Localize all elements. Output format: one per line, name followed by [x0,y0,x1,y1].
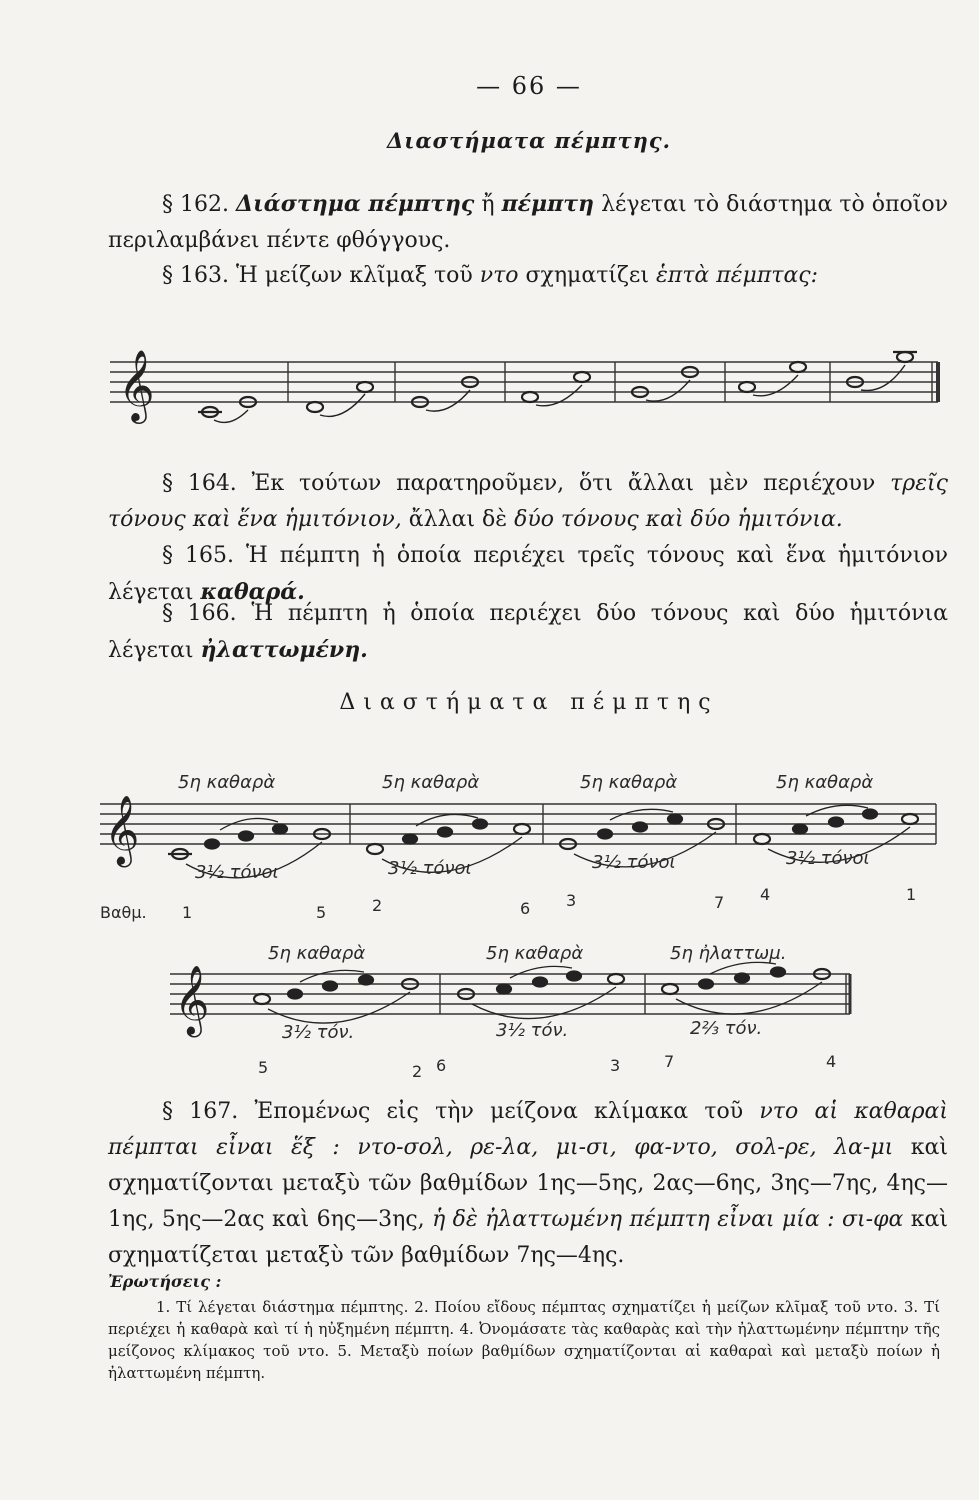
paragraph-text-italic: ἡ δὲ ἠλαττωμένη πέμπτη εἶναι μία : σι-φα [432,1207,904,1232]
interval-label: 5η ἠλαττωμ. [670,943,787,964]
paragraph-text-italic: ἑπτὰ πέμπτας: [655,263,819,288]
section-number: § 167. [162,1099,239,1124]
degree-number: 3 [566,891,577,910]
treble-clef-icon: 𝄞 [174,965,210,1035]
degree-number: 1 [906,885,917,904]
paragraph-163 [108,258,948,294]
paragraph-text: καὶ σχηματίζονται μεταξὺ τῶν βαθμίδων 1ης—5ης, 2ας—6ης, 3ης—7ης, 4ης—1ης, 5ης—2ας καὶ 6ης—3ης, [108,1135,948,1232]
interval-label: 5η καθαρὰ [486,943,584,964]
interval-label: 5η καθαρὰ [268,943,366,964]
questions-text: 1. Τί λέγεται διάστημα πέμπτης. 2. Ποίου εἴδους πέμπτας σχηματίζει ἡ μείζων κλῖμαξ τοῦ ντο. 3. Τί περιέχει ἡ καθαρὰ καὶ τί ἡ ηὐξημένη πέμπτη. 4. Ὀνομάσατε τὰς καθαρὰς καὶ τὴν ἠλαττωμένην πέμπτην τῆς μείζονος κλίμακος τοῦ ντο. 5. Μεταξὺ ποίων βαθμίδων σχηματίζονται αἱ καθαραὶ καὶ μεταξὺ ποίων ἡ ἠλαττωμένη πέμπτη. [108,1298,940,1382]
degree-number: 3 [610,1056,621,1075]
note-name: ντο [479,263,519,288]
chapter-title: Διαστήματα πέμπτης. [386,128,671,153]
degree-prefix: Βαθμ. [100,903,147,922]
page-number: — 66 — [476,72,582,100]
degree-number: 4 [760,885,771,904]
paragraph-text: Ἐκ τούτων παρατηροῦμεν, ὅτι ἄλλαι μὲν περιέχουν [251,471,876,496]
term-diminished: ἠλαττωμένη. [200,637,368,663]
degree-number: 5 [258,1058,269,1077]
paragraph-text-italic: τρεῖς τόνους καὶ ἕνα ἡμιτόνιον, [108,471,948,532]
paragraph-text: Ἡ πέμπτη ἡ ὁποία περιέχει τρεῖς τόνους καὶ ἕνα ἡμιτόνιον λέγεται [108,543,949,605]
figure-caption: Διαστήματα πέμπτης [339,690,719,715]
degree-number: 5 [316,903,327,922]
tones-label: 3½ τόνοι [592,852,676,873]
term-fifth-interval: Διάστημα πέμπτης [236,191,475,217]
section-number: § 166. [162,601,237,626]
degree-number: 7 [664,1052,675,1071]
staff-mixed-fifths [170,960,860,1060]
tones-label: 3½ τόνοι [786,848,870,869]
degree-number: 4 [826,1052,837,1071]
paragraph-166 [108,596,948,669]
degree-number: 6 [436,1056,447,1075]
section-number: § 165. [162,543,234,568]
interval-label: 5η καθαρὰ [178,772,276,793]
term-fifth: πέμπτη [501,191,595,217]
paragraph-162 [108,186,948,259]
tones-label: 2⅔ τόν. [690,1018,763,1039]
paragraph-167 [108,1094,948,1274]
paragraph-text: Ἐπομένως εἰς τὴν μείζονα κλίμακα τοῦ [254,1099,744,1124]
term-perfect: καθαρά. [200,579,305,605]
section-number: § 162. [162,192,230,217]
degree-number: 2 [412,1062,423,1081]
conjunction: ἤ [481,192,495,217]
staff-c-major-fifths [110,330,950,440]
degree-number: 1 [182,903,193,922]
interval-label: 5η καθαρὰ [382,772,480,793]
definition-text: λέγεται τὸ διάστημα τὸ ὁποῖον περιλαμβάνει πέντε φθόγγους. [108,192,948,253]
tones-label: 3½ τόνοι [195,862,279,883]
interval-label: 5η καθαρὰ [580,772,678,793]
paragraph-text: ἄλλαι δὲ [408,507,508,532]
degree-number: 6 [520,899,531,918]
paragraph-text: καὶ σχηματίζεται μεταξὺ τῶν βαθμίδων 7ης—4ης. [108,1207,949,1268]
degree-number: 7 [714,893,725,912]
treble-clef-icon: 𝄞 [118,348,155,421]
questions-heading: Ἐρωτήσεις : [108,1272,222,1291]
paragraph-text-italic: αἱ καθαραὶ πέμπται εἶναι ἕξ : ντο-σολ, ρε-λα, μι-σι, φα-ντο, σολ-ρε, λα-μι [108,1099,948,1160]
note-name: ντο [759,1099,799,1124]
section-number: § 163. [162,263,229,288]
paragraph-164 [108,466,948,538]
paragraph-text: Ἡ πέμπτη ἡ ὁποία περιέχει δύο τόνους καὶ δύο ἡμιτόνια λέγεται [108,601,948,663]
paragraph-text-italic: δύο τόνους καὶ δύο ἡμιτόνια. [514,507,843,532]
treble-clef-icon: 𝄞 [104,795,140,865]
paragraph-text: Ἡ μείζων κλῖμαξ τοῦ [235,263,473,288]
degree-number: 2 [372,896,383,915]
tones-label: 3½ τόνοι [388,858,472,879]
section-number: § 164. [162,471,237,496]
tones-label: 3½ τόν. [496,1020,569,1041]
interval-label: 5η καθαρὰ [776,772,874,793]
paragraph-text: σχηματίζει [525,263,649,288]
tones-label: 3½ τόν. [282,1022,355,1043]
